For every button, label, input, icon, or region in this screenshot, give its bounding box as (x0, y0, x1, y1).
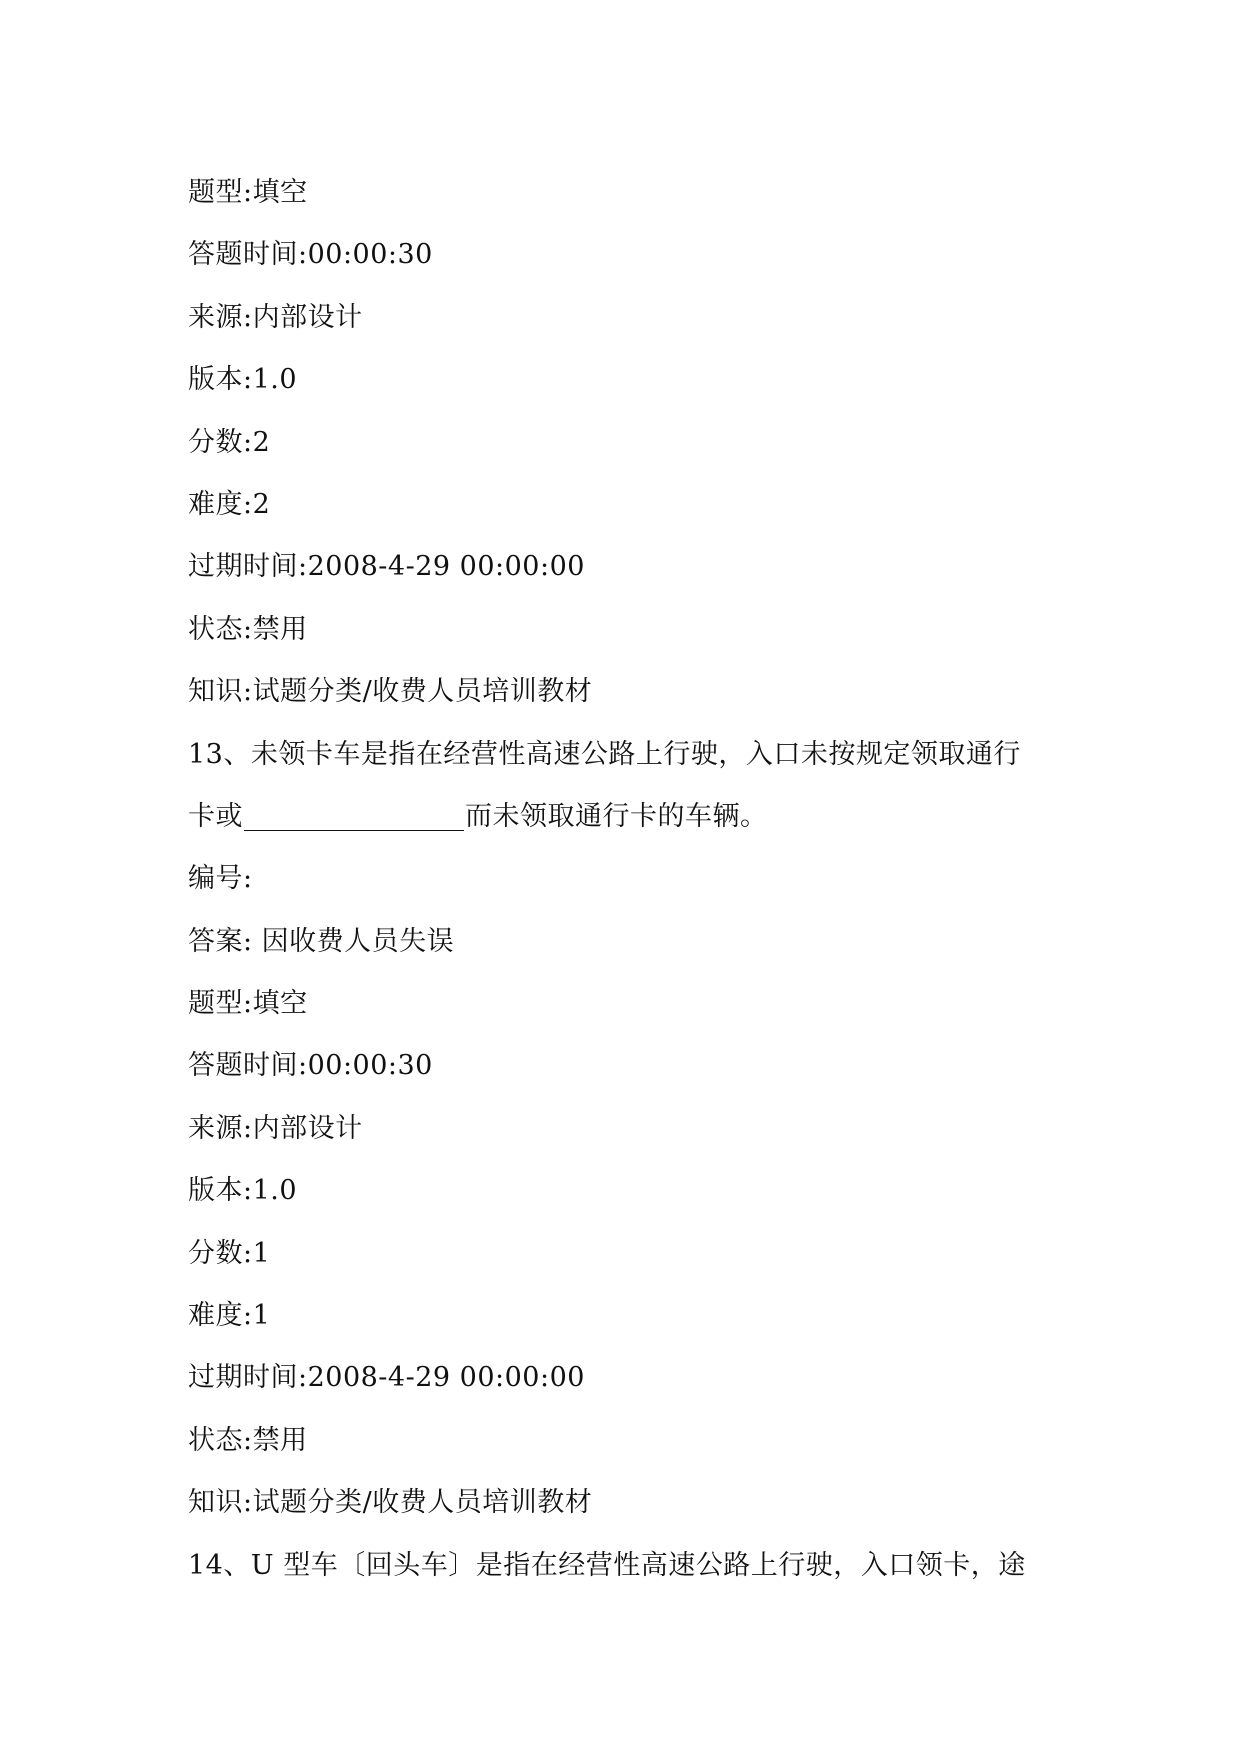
q12-score: 分数:2 (188, 426, 271, 458)
q13-type: 题型:填空 (188, 988, 308, 1020)
q12-difficulty: 难度:2 (188, 488, 271, 520)
q12-expiry: 过期时间:2008-4-29 00:00:00 (188, 551, 585, 583)
document-page (188, 162, 1068, 1597)
q12-source: 来源:内部设计 (188, 301, 363, 333)
q13-question-line1: 13、未领卡车是指在经营性高速公路上行驶，入口未按规定领取通行 (188, 738, 1021, 770)
q12-type: 题型:填空 (188, 177, 308, 208)
q12-time: 答题时间:00:00:30 (188, 239, 433, 271)
q13-question-line2 (188, 786, 1068, 848)
fill-in-blank (244, 803, 464, 831)
q12-status: 状态:禁用 (188, 613, 308, 645)
q13-expiry: 过期时间:2008-4-29 00:00:00 (188, 1362, 585, 1394)
q13-text-after-blank: 而未领取通行卡的车辆。 (465, 800, 768, 832)
q13-knowledge: 知识:试题分类/收费人员培训教材 (188, 1487, 593, 1519)
q13-number: 编号: (188, 863, 253, 895)
q12-knowledge: 知识:试题分类/收费人员培训教材 (188, 676, 593, 708)
q13-answer: 答案: 因收费人员失误 (188, 925, 455, 957)
q13-version: 版本:1.0 (188, 1175, 298, 1207)
q13-text-before-blank: 卡或 (188, 800, 243, 832)
q14-question-line1: 14、U 型车〔回头车〕是指在经营性高速公路上行驶，入口领卡，途 (188, 1549, 1026, 1581)
q13-score: 分数:1 (188, 1237, 271, 1269)
q13-difficulty: 难度:1 (188, 1300, 271, 1332)
q13-status: 状态:禁用 (188, 1424, 308, 1456)
q13-source: 来源:内部设计 (188, 1112, 363, 1144)
q13-time: 答题时间:00:00:30 (188, 1050, 433, 1082)
q12-version: 版本:1.0 (188, 364, 298, 396)
